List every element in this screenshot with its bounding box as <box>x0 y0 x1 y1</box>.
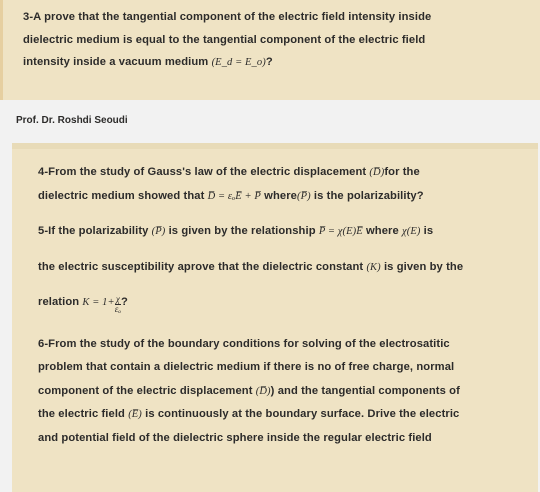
q4-math: (D̅) <box>369 167 385 178</box>
q5-math: χ(E) <box>402 226 421 237</box>
q4-text: is the polarizability? <box>310 189 424 202</box>
q5-line-3 <box>38 291 526 315</box>
q6-math: (D̅) <box>255 385 271 397</box>
q6-math: (E̅) <box>128 409 142 420</box>
q3-line-3 <box>23 51 524 75</box>
spacer <box>38 279 526 291</box>
q5-line-1 <box>38 220 526 244</box>
spacer <box>38 208 526 220</box>
q5-text: the electric susceptibility aprove that the dielectric constant <box>38 260 367 273</box>
q4-math: D̅ = εₒE̅ + P̅ <box>207 190 261 202</box>
q6-line-3 <box>38 380 526 404</box>
q6-text: ) and the tangential components of <box>270 384 460 397</box>
author-signature: Prof. Dr. Roshdi Seoudi <box>16 115 128 126</box>
q4-text: for the <box>384 166 420 178</box>
spacer <box>38 244 526 256</box>
q6-text: the electric field <box>38 408 129 420</box>
q4-text: 4-From the study of Gauss's law of the electric displacement <box>38 166 370 178</box>
spacer <box>38 315 526 333</box>
q6-line-2: problem that contain a dielectric medium if there is no of free charge, normal <box>38 361 455 373</box>
q5-text: ? <box>121 296 128 308</box>
q6-text: component of the electric displacement <box>38 384 256 397</box>
q5-math: (K) <box>366 261 381 273</box>
q5-math: P̅ = χ(E)E̅ <box>318 226 363 237</box>
fraction-numerator: χ <box>115 293 120 304</box>
q5-text: is given by the <box>380 260 464 273</box>
q5-fraction <box>115 295 121 314</box>
q3-formula: (E_d = E_o) <box>211 57 266 69</box>
q5-text: is <box>420 225 434 237</box>
questions-4-6-card <box>12 143 538 492</box>
fraction-denominator: εₒ <box>114 303 122 314</box>
q6-line-5: and potential field of the dielectric sphere inside the regular electric field <box>38 431 432 444</box>
q5-math: (P̅) <box>151 226 166 237</box>
q3-line-2: dielectric medium is equal to the tangential component of the electric field <box>23 33 426 46</box>
q5-text: 5-If the polarizability <box>38 225 152 237</box>
q4-text: dielectric medium showed that <box>38 189 208 202</box>
q4-math: (P̅) <box>296 190 311 202</box>
q6-line-1: 6-From the study of the boundary conditions for solving of the electrosatitic <box>38 337 450 350</box>
q4-text: where <box>260 189 297 202</box>
q5-text: where <box>362 225 402 237</box>
q3-line-3-text: intensity inside a vacuum medium <box>23 56 212 69</box>
q5-math: K = 1+ <box>82 297 115 308</box>
q4-line-1 <box>38 161 526 185</box>
q6-text: is continuously at the boundary surface. Drive the electric <box>141 408 460 420</box>
q3-tail: ? <box>265 56 273 69</box>
q4-line-2 <box>38 185 526 209</box>
q5-text: relation <box>38 296 83 308</box>
q3-line-1: 3-A prove that the tangential component of the electric field intensity inside <box>23 11 432 23</box>
q6-line-4 <box>38 403 526 427</box>
q5-line-2 <box>38 256 526 280</box>
question-3-card <box>0 0 540 100</box>
q5-text: is given by the relationship <box>165 225 319 237</box>
